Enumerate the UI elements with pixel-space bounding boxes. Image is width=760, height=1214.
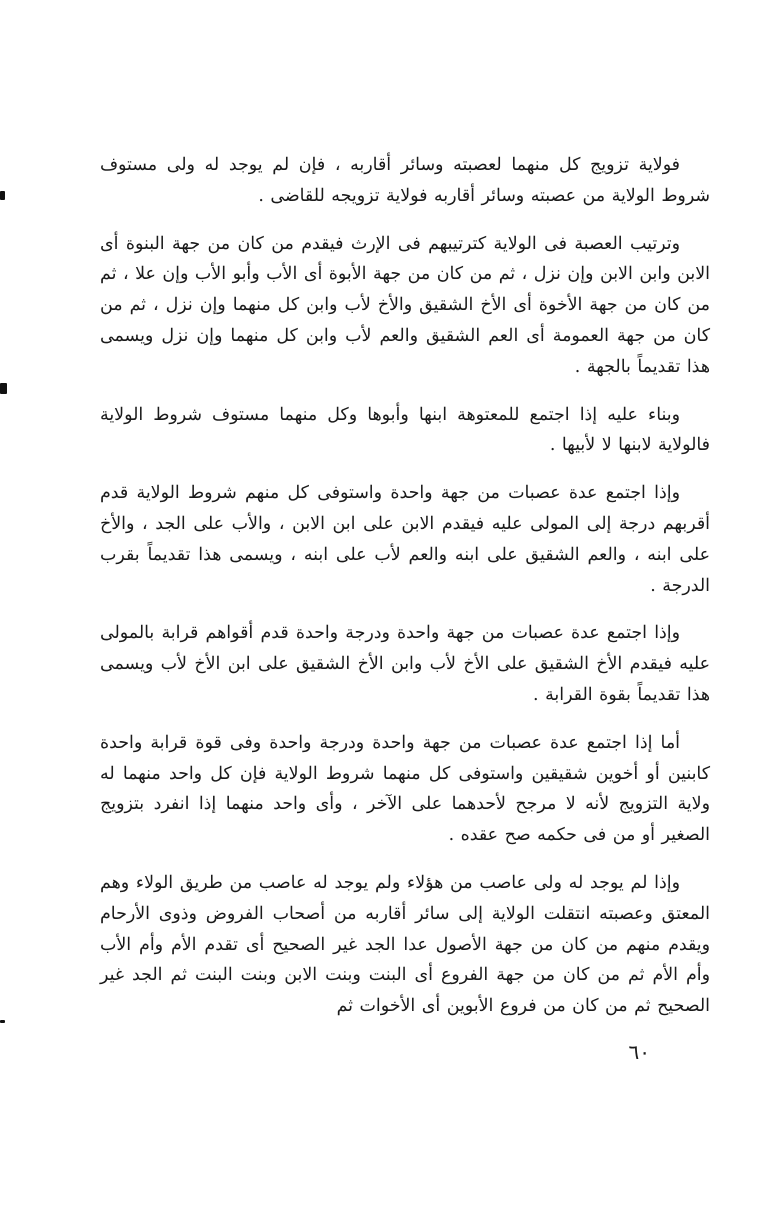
scan-edge-mark — [0, 383, 7, 394]
paragraph: وإذا لم يوجد له ولى عاصب من هؤلاء ولم يوجد له عاصب من طريق الولاء وهم المعتق وعصبته انتقلت الولاية إلى سائر أقاربه من أصحاب الفروض وذوى الأرحام ويقدم منهم من كان من جهة الأصول عدا الجد غير الصحيح أى تقدم الأم وأم الأب وأم الأم ثم من كان من جهة الفروع أى البنت وبنت الابن وبنت البنت ثم الجد غير الصحيح ثم من كان من فروع الأبوين أى الأخوات ثم — [100, 872, 710, 1017]
paragraph: وإذا اجتمع عدة عصبات من جهة واحدة واستوفى كل منهم شروط الولاية قدم أقربهم درجة إلى المولى عليه فيقدم الابن على ابن الابن ، والأب على الجد ، والأخ على ابنه ، والعم الشقيق على ابنه والعم لأب على ابنه ، ويسمى هذا تقديماً بقرب الدرجة . — [100, 483, 710, 596]
paragraph: وبناء عليه إذا اجتمع للمعتوهة ابنها وأبوها وكل منهما مستوف شروط الولاية فالولاية لابنها لا لأبيها . — [100, 404, 710, 456]
paragraph: أما إذا اجتمع عدة عصبات من جهة واحدة ودرجة واحدة وفى قوة قرابة واحدة كابنين أو أخوين شقيقين واستوفى كل منهما شروط الولاية فإن كل واحد منهما له ولاية التزويج لأنه لا مرجح لأحدهما على الآخر ، وأى واحد منهما إذا انفرد بتزويج الصغير أو من فى حكمه صح عقده . — [100, 732, 710, 846]
page-number: ٦٠ — [628, 1040, 650, 1064]
paragraph: وترتيب العصبة فى الولاية كترتيبهم فى الإرث فيقدم من كان من جهة البنوة أى الابن وابن الابن وإن نزل ، ثم من كان من جهة الأبوة أى الأب وأبو الأب وإن علا ، ثم من كان من جهة الأخوة أى الأخ الشقيق والأخ لأب وابن كل منهما وإن نزل ، ثم من كان من جهة العمومة أى العم الشقيق والعم لأب وابن كل منهما وإن نزل ويسمى هذا تقديماً بالجهة . — [100, 233, 710, 377]
paragraph: فولاية تزويج كل منهما لعصبته وسائر أقاربه ، فإن لم يوجد له ولى مستوف شروط الولاية من عصبته وسائر أقاربه فولاية تزويجه للقاضى . — [100, 155, 710, 206]
scan-edge-mark — [0, 191, 5, 200]
body-text — [100, 150, 710, 1039]
paragraph: وإذا اجتمع عدة عصبات من جهة واحدة ودرجة واحدة قدم أقواهم قرابة بالمولى عليه فيقدم الأخ الشقيق على الأخ لأب وابن الأخ الشقيق على ابن الأخ لأب ويسمى هذا تقديماً بقوة القرابة . — [100, 623, 710, 705]
scan-edge-mark — [0, 1020, 5, 1023]
